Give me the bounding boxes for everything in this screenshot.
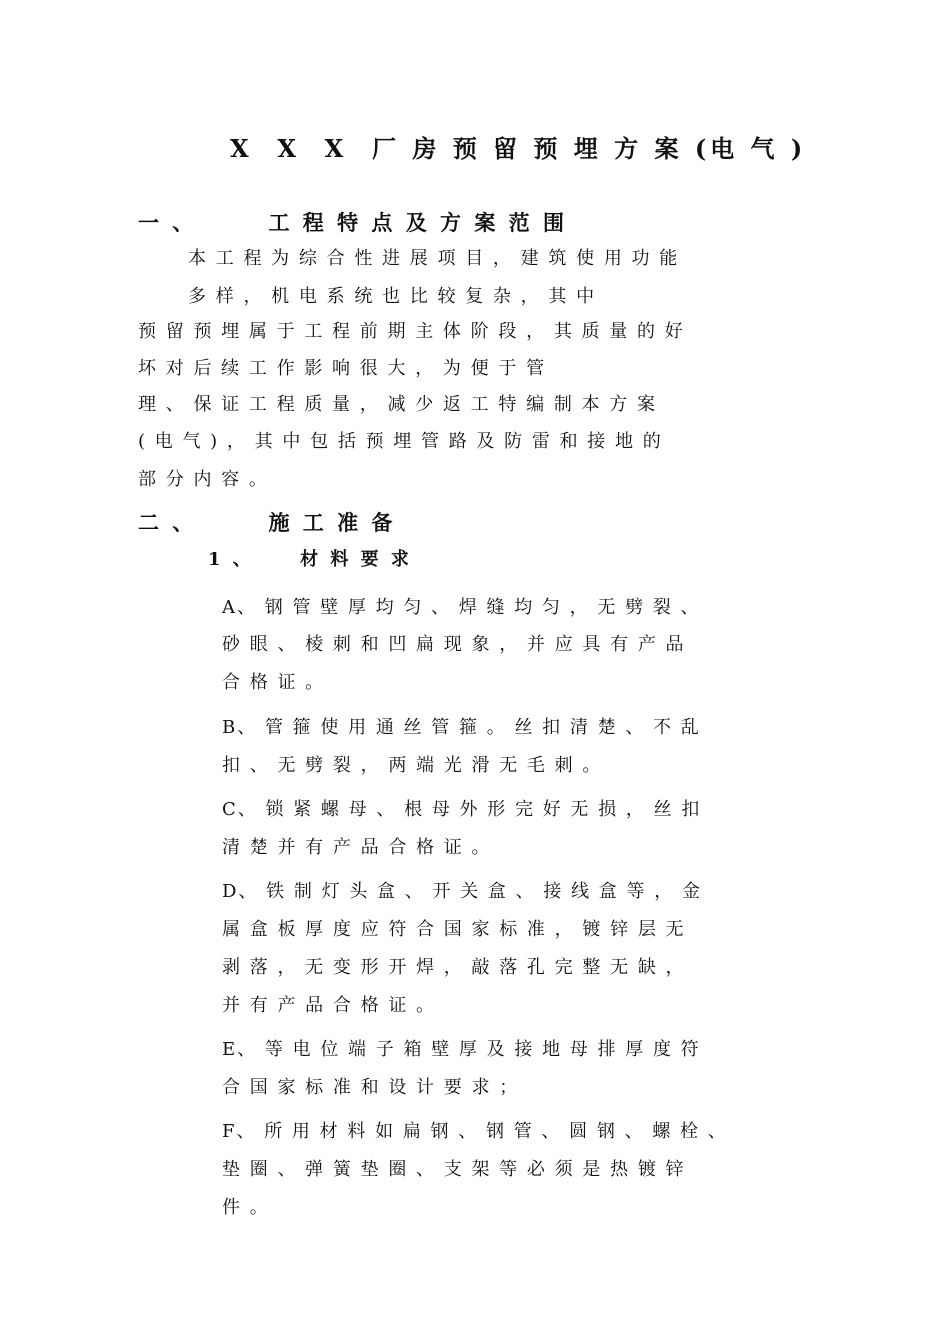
list-item-line: D、 铁 制 灯 头 盒 、 开 关 盒 、 接 线 盒 等 ， 金 (222, 881, 702, 902)
list-item-line: 砂 眼 、 棱 刺 和 凹 扁 现 象 ， 并 应 具 有 产 品 (222, 634, 686, 655)
list-item-line: 清 楚 并 有 产 品 合 格 证 。 (222, 837, 492, 858)
section-1-heading: 一 、 工 程 特 点 及 方 案 范 围 (138, 210, 567, 235)
paragraph-line: ( 电 气 ) ， 其 中 包 括 预 埋 管 路 及 防 雷 和 接 地 的 (138, 431, 663, 452)
list-item-line: 剥 落 ， 无 变 形 开 焊 ， 敲 落 孔 完 整 无 缺 ， (222, 957, 686, 978)
list-item-line: 合 国 家 标 准 和 设 计 要 求 ； (222, 1077, 520, 1098)
paragraph-line: 坏 对 后 续 工 作 影 响 很 大 ， 为 便 于 管 (138, 358, 547, 379)
section-2-heading: 二 、 施 工 准 备 (138, 510, 396, 535)
paragraph-line: 本 工 程 为 综 合 性 进 展 项 目 ， 建 筑 使 用 功 能 (188, 248, 680, 269)
list-item-line: 件 。 (222, 1197, 270, 1218)
list-item-line: E、 等 电 位 端 子 箱 壁 厚 及 接 地 母 排 厚 度 符 (222, 1039, 701, 1060)
list-item-line: A、 钢 管 壁 厚 均 匀 、 焊 缝 均 匀 ， 无 劈 裂 、 (222, 597, 701, 618)
paragraph-line: 理 、 保 证 工 程 质 量 ， 减 少 返 工 特 编 制 本 方 案 (138, 394, 657, 415)
list-item-line: F、 所 用 材 料 如 扁 钢 、 钢 管 、 圆 钢 、 螺 栓 、 (222, 1121, 728, 1142)
paragraph-line: 多 样 ， 机 电 系 统 也 比 较 复 杂 ， 其 中 (188, 286, 597, 307)
list-item-line: C、 锁 紧 螺 母 、 根 母 外 形 完 好 无 损 ， 丝 扣 (222, 799, 702, 820)
document-title: X X X 厂 房 预 留 预 埋 方 案 (电 气 ) (230, 134, 807, 163)
list-item-line: 垫 圈 、 弹 簧 垫 圈 、 支 架 等 必 须 是 热 镀 锌 (222, 1159, 686, 1180)
list-item-line: 扣 、 无 劈 裂 ， 两 端 光 滑 无 毛 刺 。 (222, 755, 603, 776)
paragraph-line: 部 分 内 容 。 (138, 469, 269, 490)
list-item-line: 属 盒 板 厚 度 应 符 合 国 家 标 准 ， 镀 锌 层 无 (222, 919, 686, 940)
list-item-line: B、 管 箍 使 用 通 丝 管 箍 。 丝 扣 清 楚 、 不 乱 (222, 717, 701, 738)
list-item-line: 合 格 证 。 (222, 672, 326, 693)
paragraph-line: 预 留 预 埋 属 于 工 程 前 期 主 体 阶 段 ， 其 质 量 的 好 (138, 321, 685, 342)
list-item-line: 并 有 产 品 合 格 证 。 (222, 995, 437, 1016)
subsection-heading: 1 、 材 料 要 求 (208, 549, 412, 570)
